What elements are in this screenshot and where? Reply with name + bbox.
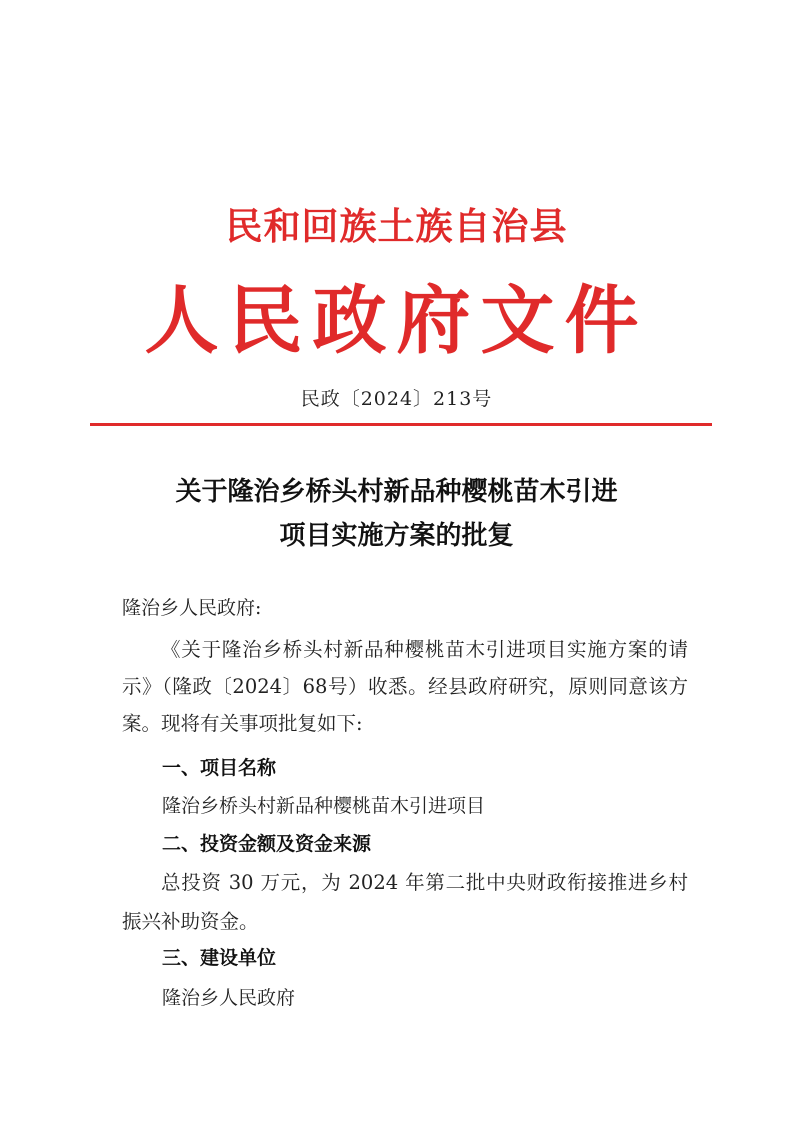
section-content-2: 总投资 30 万元，为 2024 年第二批中央财政衔接推进乡村振兴补助资金。	[122, 871, 688, 933]
section-content-1: 隆治乡桥头村新品种樱桃苗木引进项目	[162, 795, 486, 817]
title-line-1: 关于隆治乡桥头村新品种樱桃苗木引进	[175, 477, 618, 507]
title-line-2: 项目实施方案的批复	[279, 521, 514, 551]
intro-paragraph: 《关于隆治乡桥头村新品种樱桃苗木引进项目实施方案的请示》（隆政〔2024〕68号）收悉。经县政府研究，原则同意该方案。现将有关事项批复如下:	[122, 638, 688, 735]
section-heading-1: 一、项目名称	[162, 757, 277, 779]
section-content-3: 隆治乡人民政府	[162, 987, 296, 1009]
document-title	[0, 470, 793, 558]
section-heading-2: 二、投资金额及资金来源	[162, 833, 372, 855]
issuing-organization: 民和回族土族自治县	[225, 204, 568, 248]
red-divider-line	[90, 423, 712, 426]
section-heading-3: 三、建设单位	[162, 947, 277, 969]
document-type-heading: 人民政府文件	[144, 278, 649, 364]
addressee: 隆治乡人民政府:	[122, 597, 262, 619]
document-number: 民政〔2024〕213号	[300, 388, 493, 410]
